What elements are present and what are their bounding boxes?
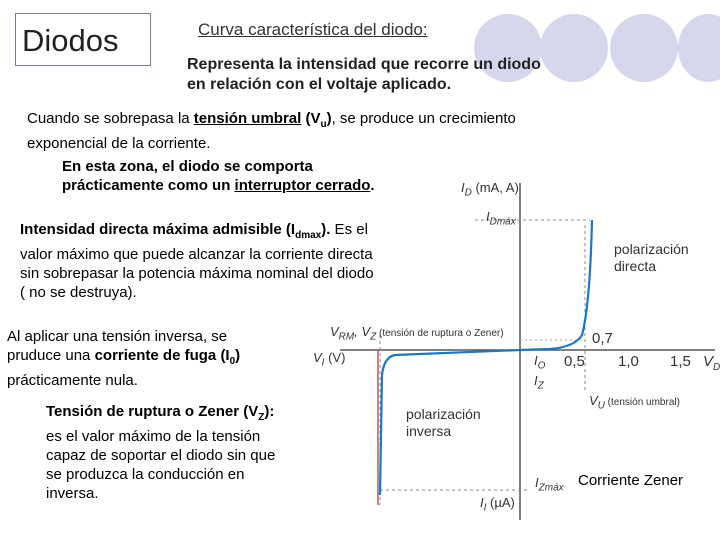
imax-line-4: ( no se destruya). <box>20 284 137 301</box>
vd-label: $V_D$ <box>703 353 720 373</box>
io-label: $I_O$ <box>534 353 546 372</box>
zona-term: interruptor cerrado <box>234 177 371 194</box>
umbral-line-2: exponencial de la corriente. <box>27 135 211 152</box>
zener-paragraph <box>44 402 338 503</box>
tick-10-label: 1,0 <box>618 353 639 370</box>
zener-line-3: capaz de soportar el diodo sin que <box>46 447 276 464</box>
umbral-text-post: , se produce un crecimiento <box>331 110 516 127</box>
imax-sub: dmax <box>295 230 322 241</box>
umbral-term: tensión umbral <box>193 110 302 127</box>
umbral-close: ) <box>326 110 332 127</box>
fuga-line-2-pre: pruduce una <box>7 347 95 364</box>
zener-line-2: es el valor máximo de la tensión <box>46 428 261 445</box>
zona-line-1: En esta zona, el diodo se comporta <box>62 158 313 175</box>
pol-directa-label: polarización directa <box>614 241 689 274</box>
zener-sub: Z <box>258 412 265 423</box>
slide-title <box>15 13 151 66</box>
izmax-label: $I_{Zmáx}$ <box>535 475 564 494</box>
decor-circle-4 <box>678 14 720 82</box>
idmax-label: $I_{Dmáx}$ <box>486 209 516 228</box>
imax-line-3: sin sobrepasar la potencia máxima nominal del diodo <box>20 265 374 282</box>
iz-label: $I_Z$ <box>534 373 544 392</box>
subheading-line-2: en relación con el voltaje aplicado. <box>187 76 452 93</box>
zener-line-5: inversa. <box>46 485 99 502</box>
subheading-line-1: Representa la intensidad que recorre un diodo <box>187 56 541 73</box>
zona-line-2-post: . <box>370 177 375 194</box>
decor-circle-3 <box>610 14 678 82</box>
imax-close: ). <box>321 221 331 238</box>
slide-title-text: Diodos <box>22 23 119 58</box>
id-axis-label: $I_D$ (mA, A) <box>461 180 519 199</box>
zener-close: ): <box>264 403 275 420</box>
slide-subheading <box>187 55 541 95</box>
forward-curve <box>520 220 592 350</box>
vi-label: $V_I$ (V) <box>313 350 346 369</box>
zener-term: Tensión de ruptura o Zener (V <box>46 403 259 420</box>
ii-label: $I_I$ (µA) <box>480 495 515 514</box>
zona-line-2-pre: prácticamente como un <box>62 177 235 194</box>
fuga-line-1: Al aplicar una tensión inversa, se <box>7 328 228 345</box>
fuga-close: ) <box>235 347 241 364</box>
pol-inversa-label: polarización inversa <box>406 406 481 439</box>
fuga-sub: 0 <box>229 356 236 367</box>
umbral-sym: (V <box>301 110 321 127</box>
zener-line-4: se produzca la conducción en <box>46 466 245 483</box>
imax-paragraph <box>16 218 468 304</box>
imax-term: Intensidad directa máxima admisible (I <box>20 221 296 238</box>
decor-circle-2 <box>540 14 608 82</box>
fuga-paragraph <box>5 327 297 390</box>
umbral-paragraph <box>27 109 717 153</box>
corriente-zener-label: Corriente Zener <box>578 472 684 489</box>
tick-05-label: 0,5 <box>564 353 585 370</box>
imax-rest-1: Es el <box>330 221 368 238</box>
vrm-vz-label: $V_{RM}$, $V_Z$ (tensión de ruptura o Zener) <box>330 324 504 343</box>
fuga-line-3: prácticamente nula. <box>7 372 138 389</box>
umbral-sub: u <box>320 119 327 130</box>
fuga-term: corriente de fuga (I <box>94 347 230 364</box>
imax-line-2: valor máximo que puede alcanzar la corriente directa <box>20 246 373 263</box>
umbral-text-pre: Cuando se sobrepasa la <box>27 110 194 127</box>
vu-label: $V_U$ (tensión umbral) <box>589 393 680 412</box>
tick-15-label: 1,5 <box>670 353 691 370</box>
slide-heading: Curva característica del diodo: <box>198 20 428 39</box>
tick-07-label: 0,7 <box>592 330 613 347</box>
